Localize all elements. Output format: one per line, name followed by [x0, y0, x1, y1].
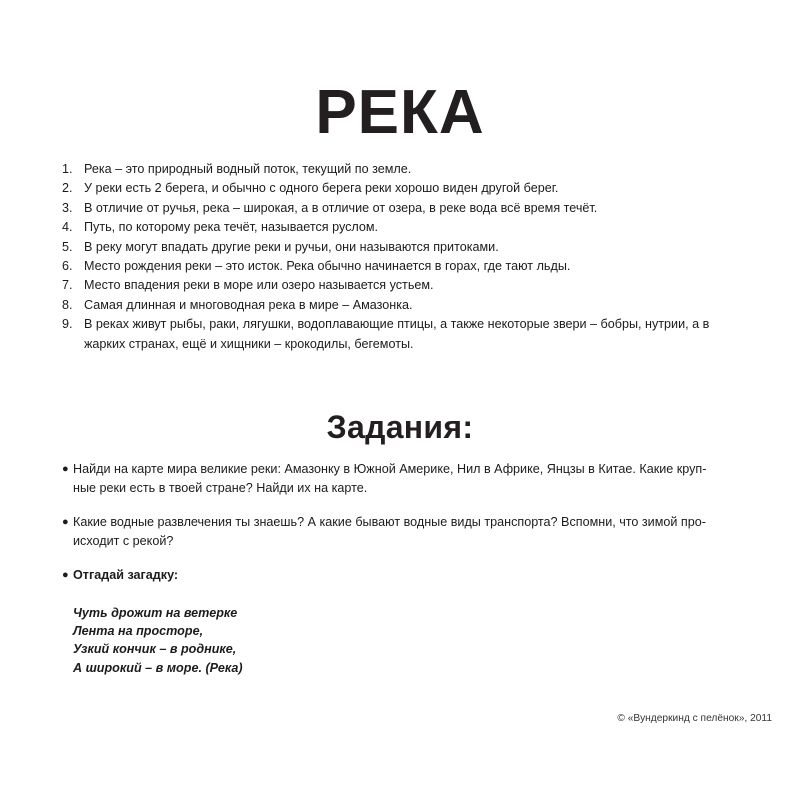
tasks-heading: Задания:	[326, 409, 474, 445]
task-text	[73, 513, 752, 550]
fact-line: В реках живут рыбы, раки, лягушки, водоплавающие птицы, а также некоторые звери – бобры, нутрии, а в	[84, 317, 710, 332]
fact-number: 2.	[62, 181, 73, 196]
fact-text	[84, 179, 752, 198]
task-line: Найди на карте мира великие реки: Амазонку в Южной Америке, Нил в Африке, Янцзы в Китае. Какие круп-	[73, 462, 707, 476]
fact-text	[84, 315, 752, 354]
fact-number: 5.	[62, 239, 73, 254]
fact-item	[62, 179, 752, 198]
task-line-continued: ные реки есть в твоей стране? Найди их на карте.	[73, 480, 368, 495]
fact-number: 6.	[62, 259, 73, 274]
fact-number: 8.	[62, 297, 73, 312]
task-line: Какие водные развлечения ты знаешь? А какие бывают водные виды транспорта? Вспомни, что зимой про-	[73, 515, 706, 530]
facts-list	[62, 160, 752, 354]
fact-item	[62, 296, 752, 315]
fact-item	[62, 160, 752, 179]
riddle-line: Лента на просторе,	[73, 623, 204, 638]
riddle-line: Узкий кончик – в роднике,	[73, 642, 237, 657]
fact-line: Самая длинная и многоводная река в мире – Амазонка.	[84, 297, 413, 312]
fact-text	[84, 199, 752, 218]
fact-line: Место впадения реки в море или озеро называется устьем.	[84, 278, 434, 293]
fact-item	[62, 218, 752, 237]
fact-text	[84, 296, 752, 315]
fact-item	[62, 257, 752, 276]
fact-line: Место рождения реки – это исток. Река обычно начинается в горах, где тают льды.	[84, 259, 571, 274]
riddle-lines	[73, 587, 752, 677]
copyright-notice: © «Вундеркинд с пелёнок», 2011	[617, 713, 772, 724]
fact-number: 4.	[62, 220, 73, 235]
riddle-line: Чуть дрожит на ветерке	[73, 605, 238, 620]
fact-text	[84, 160, 752, 179]
tasks-list	[62, 460, 752, 693]
task-line-continued: исходит с рекой?	[73, 533, 174, 548]
fact-number: 9.	[62, 317, 73, 332]
fact-text	[84, 238, 752, 257]
task-text	[73, 460, 752, 497]
fact-number: 7.	[62, 278, 73, 293]
fact-number: 3.	[62, 200, 73, 215]
fact-line: Река – это природный водный поток, текущий по земле.	[84, 162, 412, 176]
task-item	[62, 513, 752, 550]
riddle-block	[73, 566, 752, 677]
fact-line-continued: жарких странах, ещё и хищники – крокодилы, бегемоты.	[84, 336, 414, 351]
fact-text	[84, 218, 752, 237]
fact-item	[62, 199, 752, 218]
fact-item	[62, 315, 752, 354]
fact-line: Путь, по которому река течёт, называется руслом.	[84, 220, 379, 235]
fact-item	[62, 276, 752, 295]
riddle-label: Отгадай загадку:	[73, 568, 179, 583]
fact-item	[62, 238, 752, 257]
bullet-icon: ●	[62, 569, 69, 582]
bullet-icon: ●	[62, 516, 69, 529]
fact-line: В отличие от ручья, река – широкая, а в отличие от озера, в реке вода всё время течёт.	[84, 200, 598, 215]
task-item	[62, 460, 752, 497]
fact-line: В реку могут впадать другие реки и ручьи, они называются притоками.	[84, 239, 499, 254]
fact-line: У реки есть 2 берега, и обычно с одного берега реки хорошо виден другой берег.	[84, 181, 559, 196]
fact-text	[84, 257, 752, 276]
fact-text	[84, 276, 752, 295]
bullet-icon: ●	[62, 463, 69, 475]
page-title: РЕКА	[315, 78, 485, 147]
riddle-line: А широкий – в море. (Река)	[73, 660, 243, 675]
riddle-task-item	[62, 566, 752, 677]
fact-number: 1.	[62, 162, 73, 176]
